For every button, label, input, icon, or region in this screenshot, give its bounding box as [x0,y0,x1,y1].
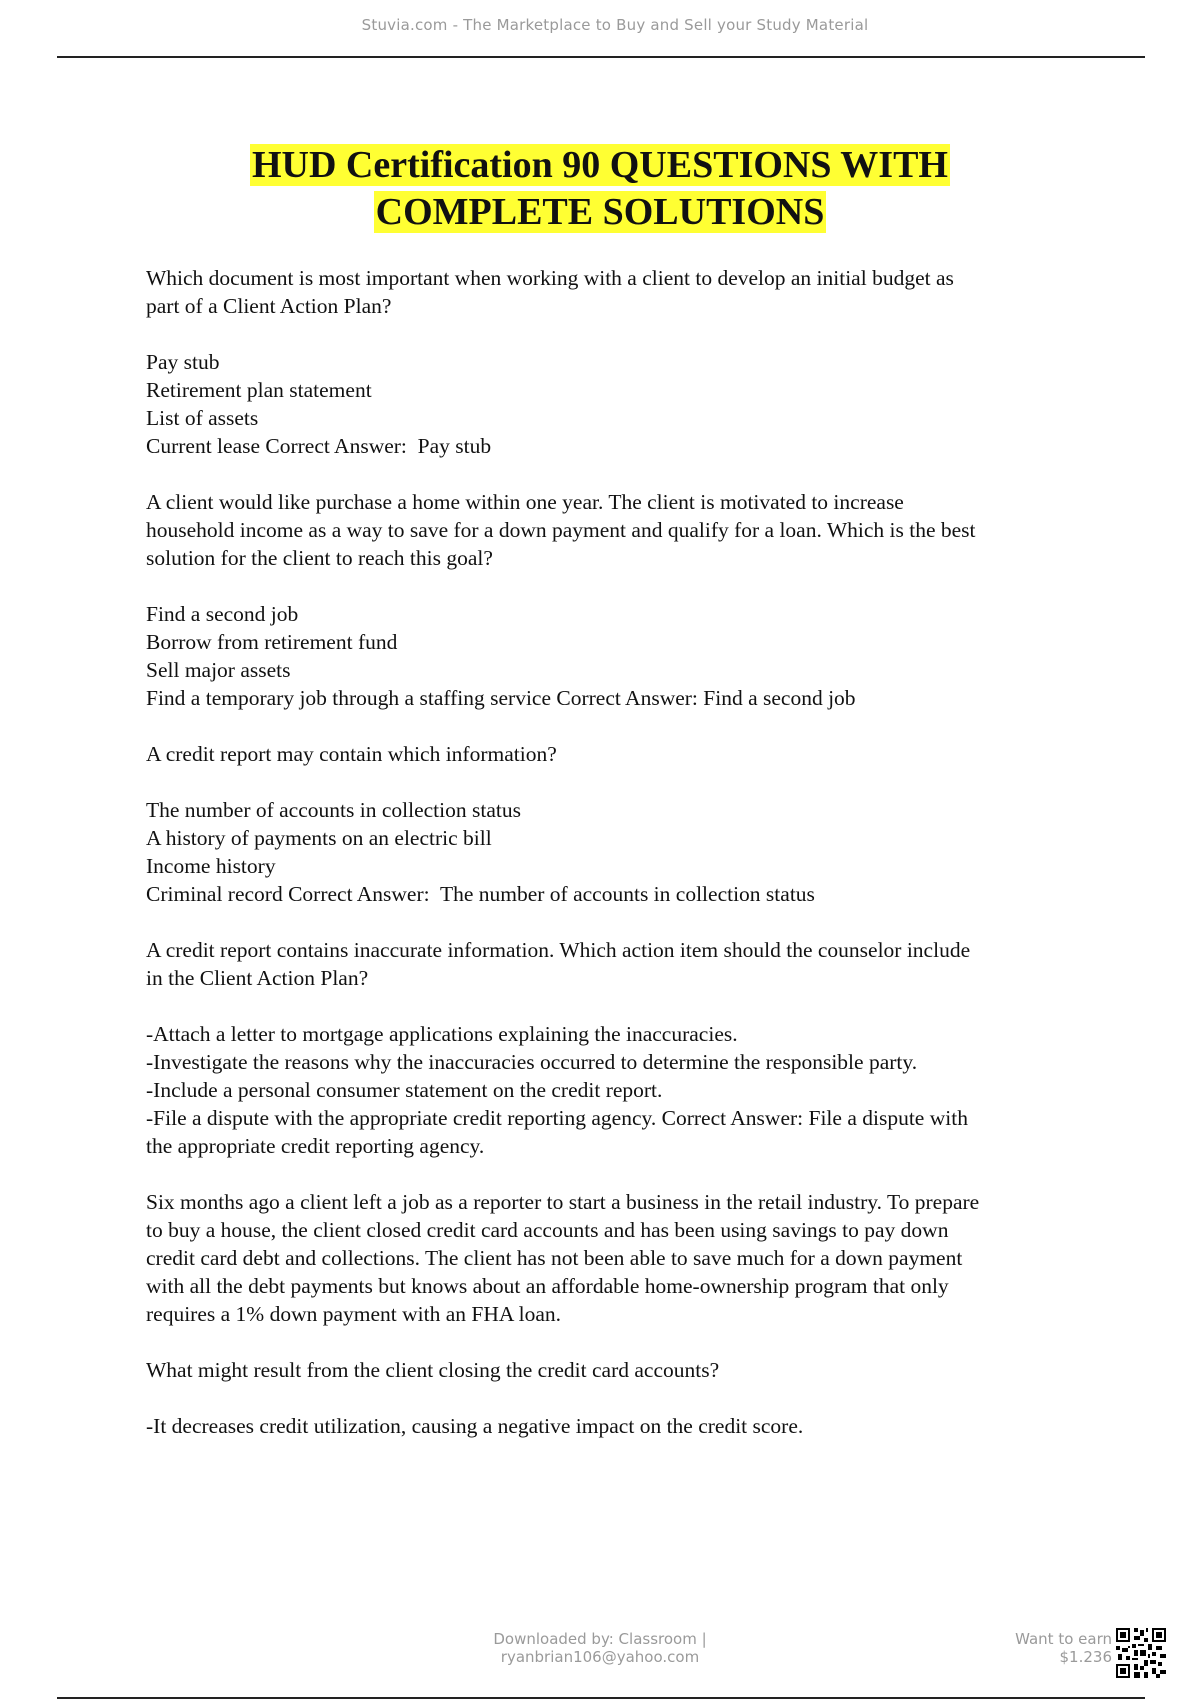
text-block [146,1020,1096,1160]
text-block [146,348,1096,460]
footer-earn-line-2: $1.236 [1059,1648,1112,1666]
text-block [146,1412,1096,1440]
title-line-2: COMPLETE SOLUTIONS [375,191,825,233]
footer-downloaded-by [430,1630,770,1666]
text-line: Sell major assets [146,658,291,682]
text-line: Criminal record Correct Answer: The number of accounts in collection status [146,882,815,906]
text-line: Income history [146,854,276,878]
header-rule [57,56,1145,58]
text-block [146,740,1096,768]
text-line: A credit report may contain which information? [146,742,557,766]
text-line: Find a second job [146,602,299,626]
footer-earn-link[interactable] [1015,1630,1112,1666]
text-block [146,936,1096,992]
text-line: Find a temporary job through a staffing service Correct Answer: Find a second job [146,686,856,710]
text-line: -It decreases credit utilization, causing a negative impact on the credit score. [146,1414,804,1438]
text-line: with all the debt payments but knows about an affordable home-ownership program that only [146,1274,949,1298]
text-block [146,796,1096,908]
text-line: household income as a way to save for a down payment and qualify for a loan. Which is the best [146,518,976,542]
text-block [146,264,1096,320]
text-block [146,488,1096,572]
text-line: -File a dispute with the appropriate credit reporting agency. Correct Answer: File a dispute with [146,1106,968,1130]
footer-earn-line-1: Want to earn [1015,1630,1112,1648]
text-line: -Attach a letter to mortgage applications explaining the inaccuracies. [146,1022,738,1046]
text-line: A history of payments on an electric bill [146,826,492,850]
text-line: -Include a personal consumer statement on the credit report. [146,1078,663,1102]
text-line: credit card debt and collections. The client has not been able to save much for a down payment [146,1246,963,1270]
text-line: Current lease Correct Answer: Pay stub [146,434,492,458]
text-line: A client would like purchase a home within one year. The client is motivated to increase [146,490,904,514]
qr-code-icon[interactable] [1116,1628,1166,1678]
text-line: The number of accounts in collection status [146,798,521,822]
text-line: -Investigate the reasons why the inaccuracies occurred to determine the responsible party. [146,1050,918,1074]
footer-downloaded-line-1: Downloaded by: Classroom | [493,1630,707,1648]
text-line: in the Client Action Plan? [146,966,369,990]
text-block [146,1188,1096,1328]
text-line: Six months ago a client left a job as a reporter to start a business in the retail industry. To prepare [146,1190,980,1214]
text-line: solution for the client to reach this goal? [146,546,493,570]
footer-rule [57,1697,1145,1699]
text-line: A credit report contains inaccurate information. Which action item should the counselor include [146,938,971,962]
text-block [146,1356,1096,1384]
text-line: Which document is most important when working with a client to develop an initial budget as [146,266,954,290]
text-line: List of assets [146,406,259,430]
document-body [146,264,1096,1468]
text-line: requires a 1% down payment with an FHA loan. [146,1302,561,1326]
text-line: the appropriate credit reporting agency. [146,1134,485,1158]
document-title [0,142,1200,236]
title-line-1: HUD Certification 90 QUESTIONS WITH [251,144,948,186]
header-site-text: Stuvia.com - The Marketplace to Buy and Sell your Study Material [361,16,869,34]
text-line: Pay stub [146,350,220,374]
text-line: Borrow from retirement fund [146,630,398,654]
text-line: What might result from the client closing the credit card accounts? [146,1358,720,1382]
text-line: to buy a house, the client closed credit card accounts and has been using savings to pay down [146,1218,949,1242]
text-line: part of a Client Action Plan? [146,294,392,318]
text-block [146,600,1096,712]
footer-downloaded-line-2: ryanbrian106@yahoo.com [500,1648,700,1666]
text-line: Retirement plan statement [146,378,372,402]
